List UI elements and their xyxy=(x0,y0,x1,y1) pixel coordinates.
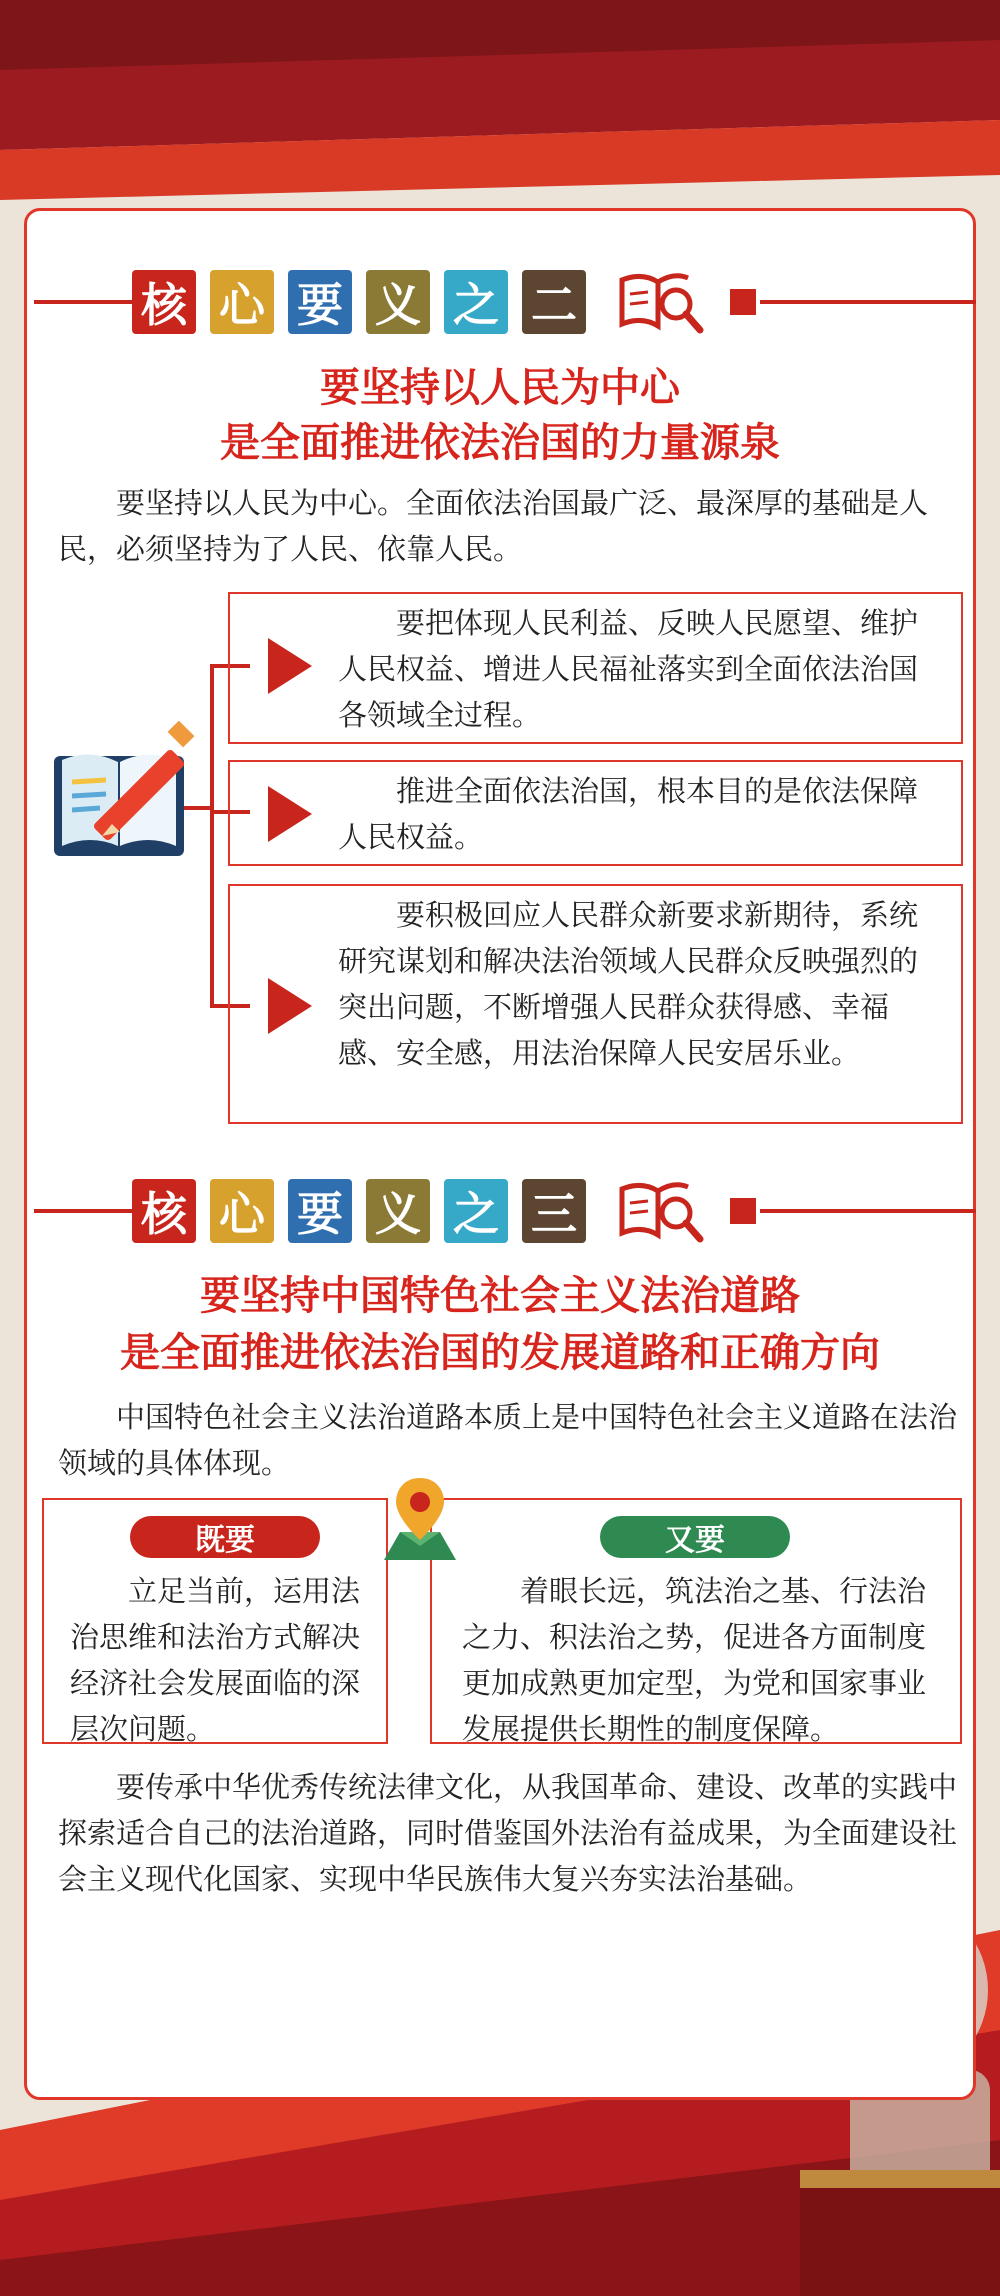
section2-badge-char-5: 之 xyxy=(444,270,508,334)
section3-header-rule-right xyxy=(760,1209,976,1213)
section3-title-line1: 要坚持中国特色社会主义法治道路 xyxy=(200,1273,800,1319)
section2-title-line1: 要坚持以人民为中心 xyxy=(320,365,680,411)
section2-intro: 要坚持以人民为中心。全面依法治国最广泛、最深厚的基础是人民，必须坚持为了人民、依靠人民。 xyxy=(58,486,929,566)
section3-right-label: 又要 xyxy=(600,1516,790,1558)
section2-header-rule-right xyxy=(760,300,976,304)
section3-badge-char-3: 要 xyxy=(288,1179,352,1243)
section2-header-end-square xyxy=(730,289,756,315)
arrow-icon xyxy=(268,638,312,694)
section3-left-text: 立足当前，运用法治思维和法治方式解决经济社会发展面临的深层次问题。 xyxy=(70,1574,361,1746)
map-pin-icon xyxy=(380,1476,460,1562)
section3-badge-char-4: 义 xyxy=(366,1179,430,1243)
section2-badge-char-3: 要 xyxy=(288,270,352,334)
section2-badge-char-1: 核 xyxy=(132,270,196,334)
section2-connector-vertical xyxy=(210,664,214,1006)
section2-badge-char-2: 心 xyxy=(210,270,274,334)
section3-badge-char-1: 核 xyxy=(132,1179,196,1243)
section2-title-line2: 是全面推进依法治国的力量源泉 xyxy=(220,420,780,466)
section2-item-3-text: 要积极回应人民群众新要求新期待，系统研究谋划和解决法治领域人民群众反映强烈的突出问题，不断增强人民群众获得感、幸福感、安全感，用法治保障人民安居乐业。 xyxy=(338,898,919,1070)
section2-header-rule-left xyxy=(34,300,134,304)
section3-closing: 要传承中华优秀传统法律文化，从我国革命、建设、改革的实践中探索适合自己的法治道路，同时借鉴国外法治有益成果，为全面建设社会主义现代化国家、实现中华民族伟大复兴夯实法治基础。 xyxy=(58,1770,958,1896)
arrow-icon xyxy=(268,786,312,842)
section2-item-2-text: 推进全面依法治国，根本目的是依法保障人民权益。 xyxy=(338,774,919,854)
section3-header-end-square xyxy=(730,1198,756,1224)
section2-badge-char-6: 二 xyxy=(522,270,586,334)
book-pencil-icon xyxy=(50,720,200,870)
section2-badge-char-4: 义 xyxy=(366,270,430,334)
section3-title-line2: 是全面推进依法治国的发展道路和正确方向 xyxy=(120,1330,880,1376)
book-magnifier-icon xyxy=(618,266,704,336)
section3-badge-char-6: 三 xyxy=(522,1179,586,1243)
section2-item-1 xyxy=(228,592,963,744)
book-magnifier-icon xyxy=(618,1175,704,1245)
section2-item-1-text: 要把体现人民利益、反映人民愿望、维护人民权益、增进人民福祉落实到全面依法治国各领域全过程。 xyxy=(338,606,919,732)
section3-intro: 中国特色社会主义法治道路本质上是中国特色社会主义道路在法治领域的具体体现。 xyxy=(58,1400,958,1480)
section2-item-2 xyxy=(228,760,963,866)
section2-item-3 xyxy=(228,884,963,1124)
section3-left-label: 既要 xyxy=(130,1516,320,1558)
section3-right-text: 着眼长远，筑法治之基、行法治之力、积法治之势，促进各方面制度更加成熟更加定型，为党和国家事业发展提供长期性的制度保障。 xyxy=(462,1574,927,1746)
section3-badge-char-2: 心 xyxy=(210,1179,274,1243)
arrow-icon xyxy=(268,978,312,1034)
section3-header-rule-left xyxy=(34,1209,134,1213)
section3-badge-char-5: 之 xyxy=(444,1179,508,1243)
